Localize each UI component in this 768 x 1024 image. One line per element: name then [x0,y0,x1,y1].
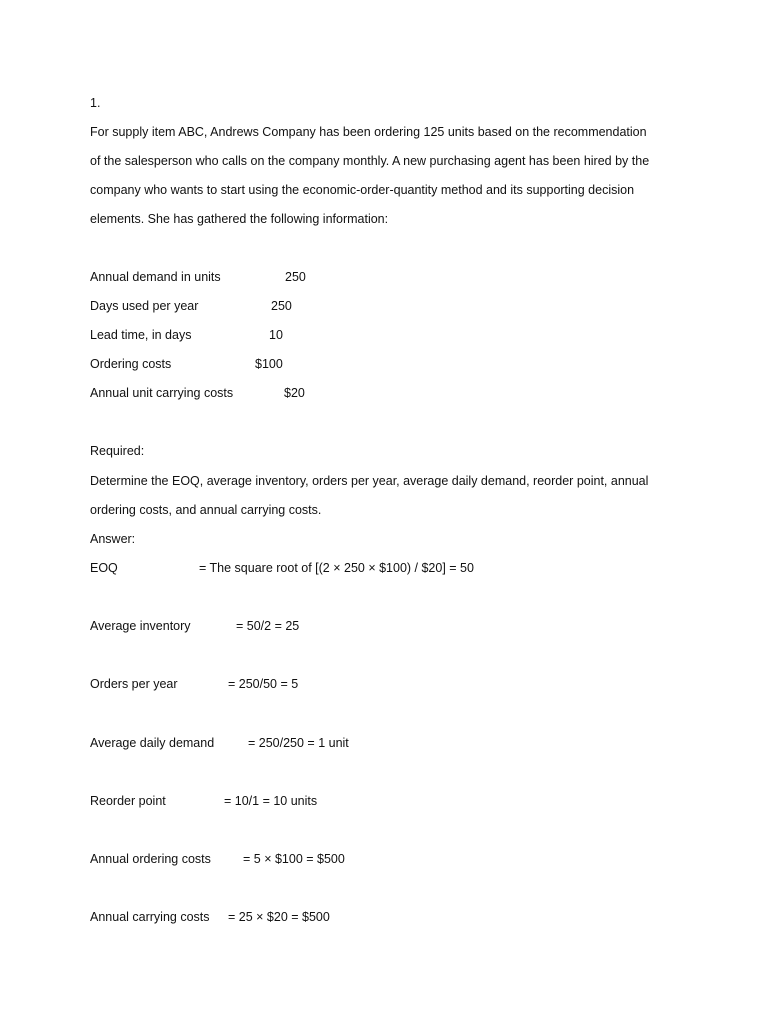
info-value: 250 [285,270,306,284]
answer-row-orders-per-year [90,676,730,692]
answer-label: EOQ [90,561,118,575]
question-number: 1. [90,96,101,110]
intro-line: company who wants to start using the economic-order-quantity method and its supporting decision [90,183,635,197]
required-line: Determine the EOQ, average inventory, orders per year, average daily demand, reorder point, annual [90,474,649,488]
answer-label: Annual ordering costs [90,852,211,866]
info-value: $20 [284,386,305,400]
required-heading: Required: [90,444,145,458]
info-label: Days used per year [90,299,199,313]
info-value: $100 [255,357,283,371]
answer-formula: = The square root of [(2 × 250 × $100) / $20] = 50 [199,561,474,575]
info-row-lead-time [90,327,730,343]
intro-line: For supply item ABC, Andrews Company has been ordering 125 units based on the recommendation [90,125,647,139]
answer-row-annual-carrying-costs [90,909,730,925]
answer-label: Annual carrying costs [90,910,210,924]
intro-line: elements. She has gathered the following information: [90,212,389,226]
info-label: Annual unit carrying costs [90,386,234,400]
info-row-annual-demand [90,269,730,285]
info-label: Lead time, in days [90,328,192,342]
required-line: ordering costs, and annual carrying costs. [90,503,322,517]
answer-label: Reorder point [90,794,166,808]
answer-row-average-inventory [90,618,730,634]
answer-row-annual-ordering-costs [90,851,730,867]
info-value: 10 [269,328,283,342]
answer-row-eoq [90,560,730,576]
intro-line: of the salesperson who calls on the company monthly. A new purchasing agent has been hired by the [90,154,650,168]
answer-formula: = 10/1 = 10 units [224,794,318,808]
answer-formula: = 5 × $100 = $500 [243,852,345,866]
info-label: Ordering costs [90,357,172,371]
answer-formula: = 50/2 = 25 [236,619,300,633]
answer-formula: = 25 × $20 = $500 [228,910,330,924]
info-value: 250 [271,299,292,313]
answer-formula: = 250/50 = 5 [228,677,299,691]
answer-heading: Answer: [90,532,136,546]
info-row-carrying-costs [90,385,730,401]
answer-row-reorder-point [90,793,730,809]
answer-label: Orders per year [90,677,178,691]
answer-label: Average inventory [90,619,191,633]
info-row-ordering-costs [90,356,730,372]
answer-row-average-daily-demand [90,735,730,751]
info-row-days-used [90,298,730,314]
info-label: Annual demand in units [90,270,221,284]
answer-formula: = 250/250 = 1 unit [248,736,349,750]
answer-label: Average daily demand [90,736,215,750]
